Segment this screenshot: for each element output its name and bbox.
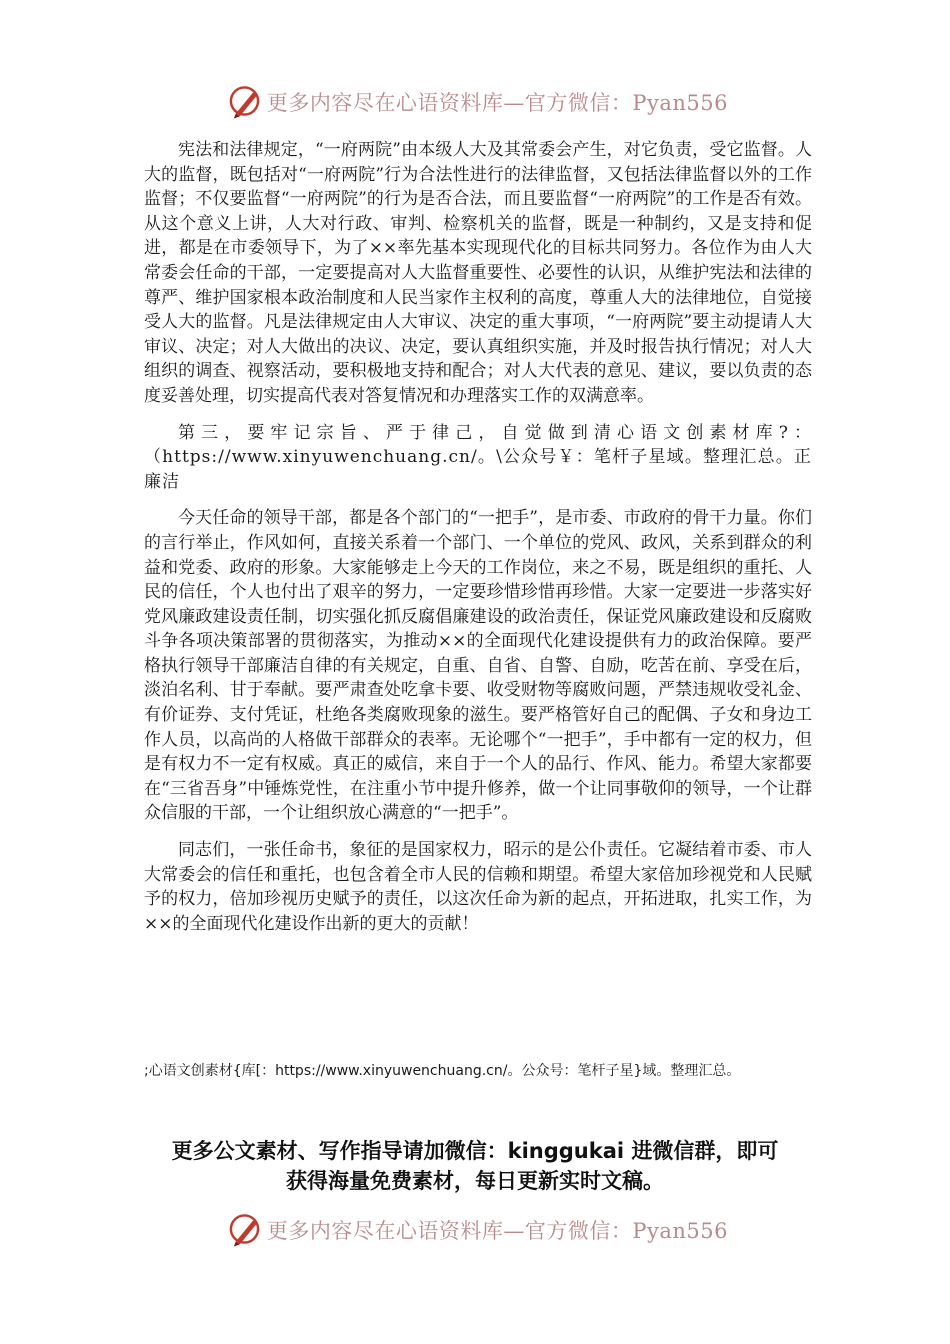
- paragraph-conclusion: 同志们，一张任命书，象征的是国家权力，昭示的是公仆责任。它凝结着市委、市人大常委会的信任和重托，也包含着全市人民的信赖和期望。希望大家倍加珍视党和人民赋予的权力，倍加珍视历史赋予的责任，以这次任命为新的起点，开拓进取，扎实工作，为××的全面现代化建设作出新的更大的贡献！: [144, 840, 812, 934]
- paragraph-section-three: 第三，要牢记宗旨、严于律己，自觉做到清心语文创素材库?：（https://www.xinyuwenchuang.cn/。\公众号￥：笔杆子星域。整理汇总。正廉洁: [144, 422, 812, 492]
- document-body: [144, 138, 812, 948]
- pen-logo-icon: [228, 84, 263, 120]
- paragraph-integrity: 今天任命的领导干部，都是各个部门的“一把手”，是市委、市政府的骨干力量。你们的言行举止，作风如何，直接关系着一个部门、一个单位的党风、政风，关系到群众的利益和党委、政府的形象。大家能够走上今天的工作岗位，来之不易，既是组织的重托、人民的信任，个人也付出了艰辛的努力，一定要珍惜珍惜再珍惜。大家一定要进一步落实好党风廉政建设责任制，切实强化抓反腐倡廉建设的政治责任，保证党风廉政建设和反腐败斗争各项决策部署的贯彻落实，为推动××的全面现代化建设提供有力的政治保障。要严格执行领导干部廉洁自律的有关规定，自重、自省、自警、自励，吃苦在前、享受在后，淡泊名利、甘于奉献。要严肃查处吃拿卡要、收受财物等腐败问题，严禁违规收受礼金、有价证券、支付凭证，杜绝各类腐败现象的滋生。要严格管好自己的配偶、子女和身边工作人员，以高尚的人格做干部群众的表率。无论哪个“一把手”，手中都有一定的权力，但是有权力不一定有权威。真正的威信，来自于一个人的品行、作风、能力。希望大家都要在“三省吾身”中锤炼党性，在注重小节中提升修养，做一个让同事敬仰的领导，一个让群众信服的干部，一个让组织放心满意的“一把手”。: [144, 508, 812, 824]
- header-watermark-text: 更多内容尽在心语资料库—官方微信：Pyan556: [266, 91, 728, 115]
- pen-logo-icon: [228, 1212, 263, 1248]
- promo-block: [100, 1136, 850, 1196]
- source-line: ;心语文创素材{库[：https://www.xinyuwenchuang.cn/。公众号：笔杆子星}域。整理汇总。: [144, 1063, 741, 1079]
- promo-line-1: 更多公文素材、写作指导请加微信：kinggukai 进微信群，即可: [171, 1139, 779, 1163]
- footer-watermark: [228, 1210, 728, 1250]
- header-watermark: [228, 82, 728, 122]
- paragraph-supervision: 宪法和法律规定，“一府两院”由本级人大及其常委会产生，对它负责，受它监督。人大的监督，既包括对“一府两院”行为合法性进行的法律监督，又包括法律监督以外的工作监督；不仅要监督“一府两院”的行为是否合法，而且要监督“一府两院”的工作是否有效。从这个意义上讲，人大对行政、审判、检察机关的监督，既是一种制约，又是支持和促进，都是在市委领导下，为了××率先基本实现现代化的目标共同努力。各位作为由人大常委会任命的干部，一定要提高对人大监督重要性、必要性的认识，从维护宪法和法律的尊严、维护国家根本政治制度和人民当家作主权利的高度，尊重人大的法律地位，自觉接受人大的监督。凡是法律规定由人大审议、决定的重大事项，“一府两院”要主动提请人大审议、决定；对人大做出的决议、决定，要认真组织实施，并及时报告执行情况；对人大组织的调查、视察活动，要积极地支持和配合；对人大代表的意见、建议，要以负责的态度妥善处理，切实提高代表对答复情况和办理落实工作的双满意率。: [144, 140, 812, 406]
- footer-watermark-text: 更多内容尽在心语资料库—官方微信：Pyan556: [266, 1219, 728, 1243]
- promo-line-2: 获得海量免费素材，每日更新实时文稿。: [286, 1169, 664, 1193]
